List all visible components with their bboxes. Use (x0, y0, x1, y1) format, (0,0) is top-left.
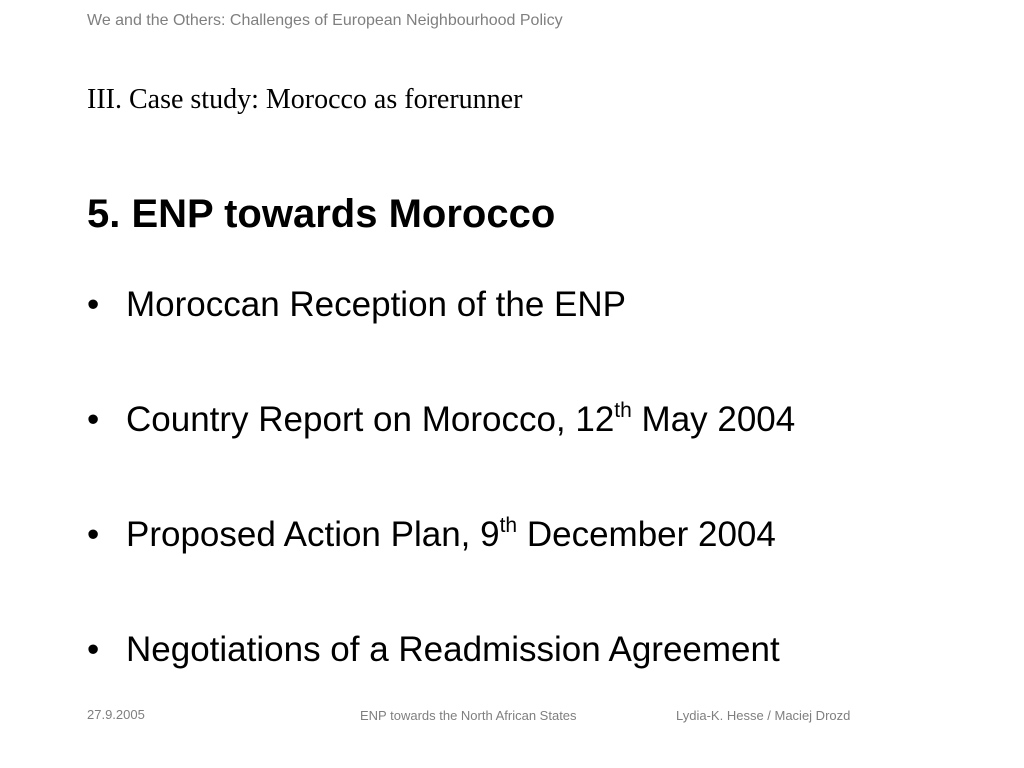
bullet-item (87, 400, 795, 515)
footer-title: ENP towards the North African States (360, 708, 577, 723)
header-text: We and the Others: Challenges of European Neighbourhood Policy (87, 12, 563, 29)
bullet-item (87, 515, 795, 630)
bullet-marker: • (87, 400, 100, 439)
bullet-text-main: Proposed Action Plan, 9 (126, 515, 500, 554)
slide-title: 5. ENP towards Morocco (87, 192, 556, 236)
section-title: III. Case study: Morocco as forerunner (87, 84, 523, 115)
footer-authors: Lydia-K. Hesse / Maciej Drozd (676, 708, 851, 723)
bullet-text-after: May 2004 (631, 400, 796, 439)
bullet-text-after: December 2004 (517, 515, 776, 554)
bullet-text-main: Moroccan Reception of the ENP (126, 285, 626, 324)
bullet-text-main: Negotiations of a Readmission Agreement (126, 630, 780, 669)
bullet-text (126, 630, 780, 670)
bullet-text-sup: th (499, 514, 518, 537)
bullet-item (87, 630, 795, 745)
bullet-item (87, 285, 795, 400)
bullet-marker: • (87, 515, 100, 554)
bullet-marker: • (87, 630, 100, 669)
bullet-list (87, 285, 795, 745)
bullet-text-sup: th (614, 399, 632, 422)
bullet-text (126, 400, 795, 440)
bullet-text-main: Country Report on Morocco, 12 (126, 400, 615, 439)
bullet-marker: • (87, 285, 100, 324)
footer-date: 27.9.2005 (87, 707, 145, 722)
bullet-text (126, 285, 626, 325)
bullet-text (126, 515, 776, 555)
